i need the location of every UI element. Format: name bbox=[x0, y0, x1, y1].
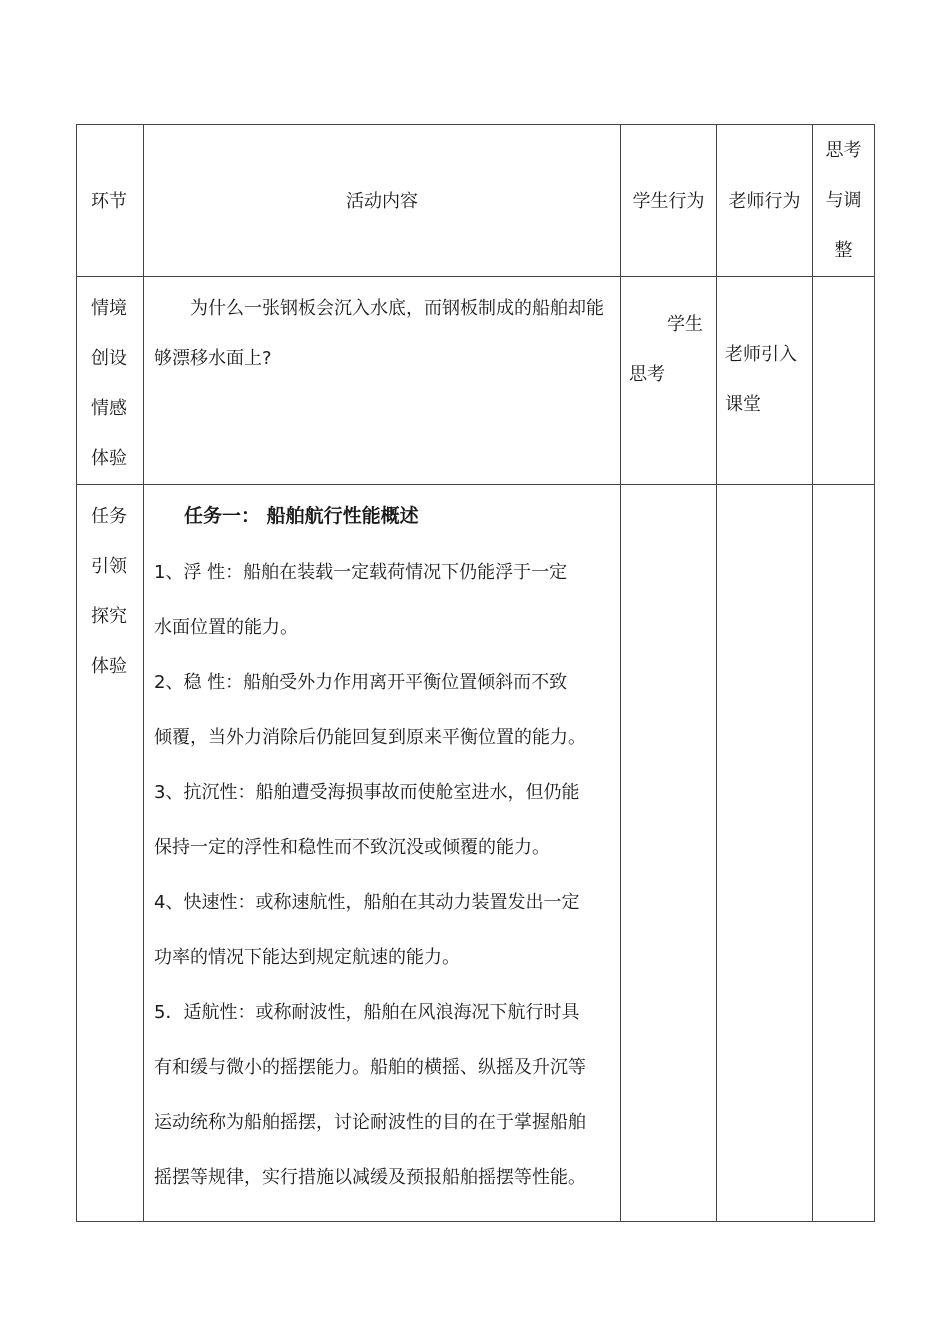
task-section bbox=[77, 485, 143, 692]
section-line: 创设 bbox=[91, 348, 127, 369]
header-teacher: 老师行为 bbox=[728, 190, 801, 212]
header-activity: 活动内容 bbox=[346, 190, 418, 212]
scenario-section bbox=[77, 277, 143, 484]
content-line: 3、抗沉性：船舶遭受海损事故而使舱室进水，但仍能 bbox=[154, 782, 580, 803]
lesson-plan-table bbox=[76, 124, 875, 1222]
header-reflect-line: 与调 bbox=[825, 190, 862, 211]
scenario-teacher-cell bbox=[717, 277, 813, 485]
header-section-cell bbox=[77, 125, 144, 277]
header-student: 学生行为 bbox=[632, 190, 705, 212]
content-line: 倾覆，当外力消除后仍能回复到原来平衡位置的能力。 bbox=[154, 727, 586, 748]
task-teacher-cell bbox=[717, 485, 813, 1222]
scenario-section-cell bbox=[77, 277, 144, 485]
section-line: 情感 bbox=[91, 398, 127, 419]
header-row bbox=[77, 125, 875, 277]
content-line: 功率的情况下能达到规定航速的能力。 bbox=[154, 947, 460, 968]
content-line: 有和缓与微小的摇摆能力。船舶的横摇、纵摇及升沉等 bbox=[154, 1057, 586, 1078]
teacher-line: 老师引入 bbox=[725, 344, 797, 365]
scenario-question: 为什么一张钢板会沉入水底，而钢板制成的船舶却能够漂移水面上? bbox=[154, 298, 604, 369]
header-reflect-line: 思考 bbox=[825, 140, 862, 161]
student-line: 思考 bbox=[629, 364, 665, 385]
section-line: 体验 bbox=[91, 448, 127, 469]
section-line: 任务 bbox=[91, 506, 127, 527]
content-line: 摇摆等规律，实行措施以减缓及预报船舶摇摆等性能。 bbox=[154, 1167, 586, 1188]
scenario-student bbox=[621, 277, 716, 400]
student-line: 学生 bbox=[667, 314, 703, 335]
section-line: 情境 bbox=[91, 298, 127, 319]
header-reflect-cell bbox=[813, 125, 875, 277]
task-title: 任务一： 船舶航行性能概述 bbox=[184, 505, 419, 527]
task-section-cell bbox=[77, 485, 144, 1222]
content-line: 保持一定的浮性和稳性而不致沉没或倾覆的能力。 bbox=[154, 837, 550, 858]
content-line: 水面位置的能力。 bbox=[154, 617, 298, 638]
scenario-reflect-cell bbox=[813, 277, 875, 485]
task-activity-cell bbox=[144, 485, 621, 1222]
header-student-cell bbox=[621, 125, 717, 277]
content-line: 5．适航性：或称耐波性，船舶在风浪海况下航行时具 bbox=[154, 1002, 580, 1023]
header-reflect-line: 整 bbox=[834, 240, 853, 261]
section-line: 探究 bbox=[91, 606, 127, 627]
task-reflect-cell bbox=[813, 485, 875, 1222]
scenario-activity-cell bbox=[144, 277, 621, 485]
content-line: 运动统称为船舶摇摆，讨论耐波性的目的在于掌握船舶 bbox=[154, 1112, 586, 1133]
header-teacher-cell bbox=[717, 125, 813, 277]
section-line: 体验 bbox=[91, 656, 127, 677]
teacher-line: 课堂 bbox=[725, 394, 761, 415]
content-line: 4、快速性：或称速航性，船舶在其动力装置发出一定 bbox=[154, 892, 580, 913]
header-section: 环节 bbox=[91, 190, 127, 212]
header-reflect bbox=[813, 125, 874, 276]
task-student-cell bbox=[621, 485, 717, 1222]
scenario-teacher bbox=[717, 277, 812, 430]
task-content bbox=[144, 545, 620, 1205]
content-line: 2、稳 性：船舶受外力作用离开平衡位置倾斜而不致 bbox=[154, 672, 568, 693]
section-line: 引领 bbox=[91, 556, 127, 577]
scenario-row bbox=[77, 277, 875, 485]
content-line: 1、浮 性：船舶在装载一定载荷情况下仍能浮于一定 bbox=[154, 562, 568, 583]
task-row bbox=[77, 485, 875, 1222]
header-activity-cell bbox=[144, 125, 621, 277]
scenario-student-cell bbox=[621, 277, 717, 485]
